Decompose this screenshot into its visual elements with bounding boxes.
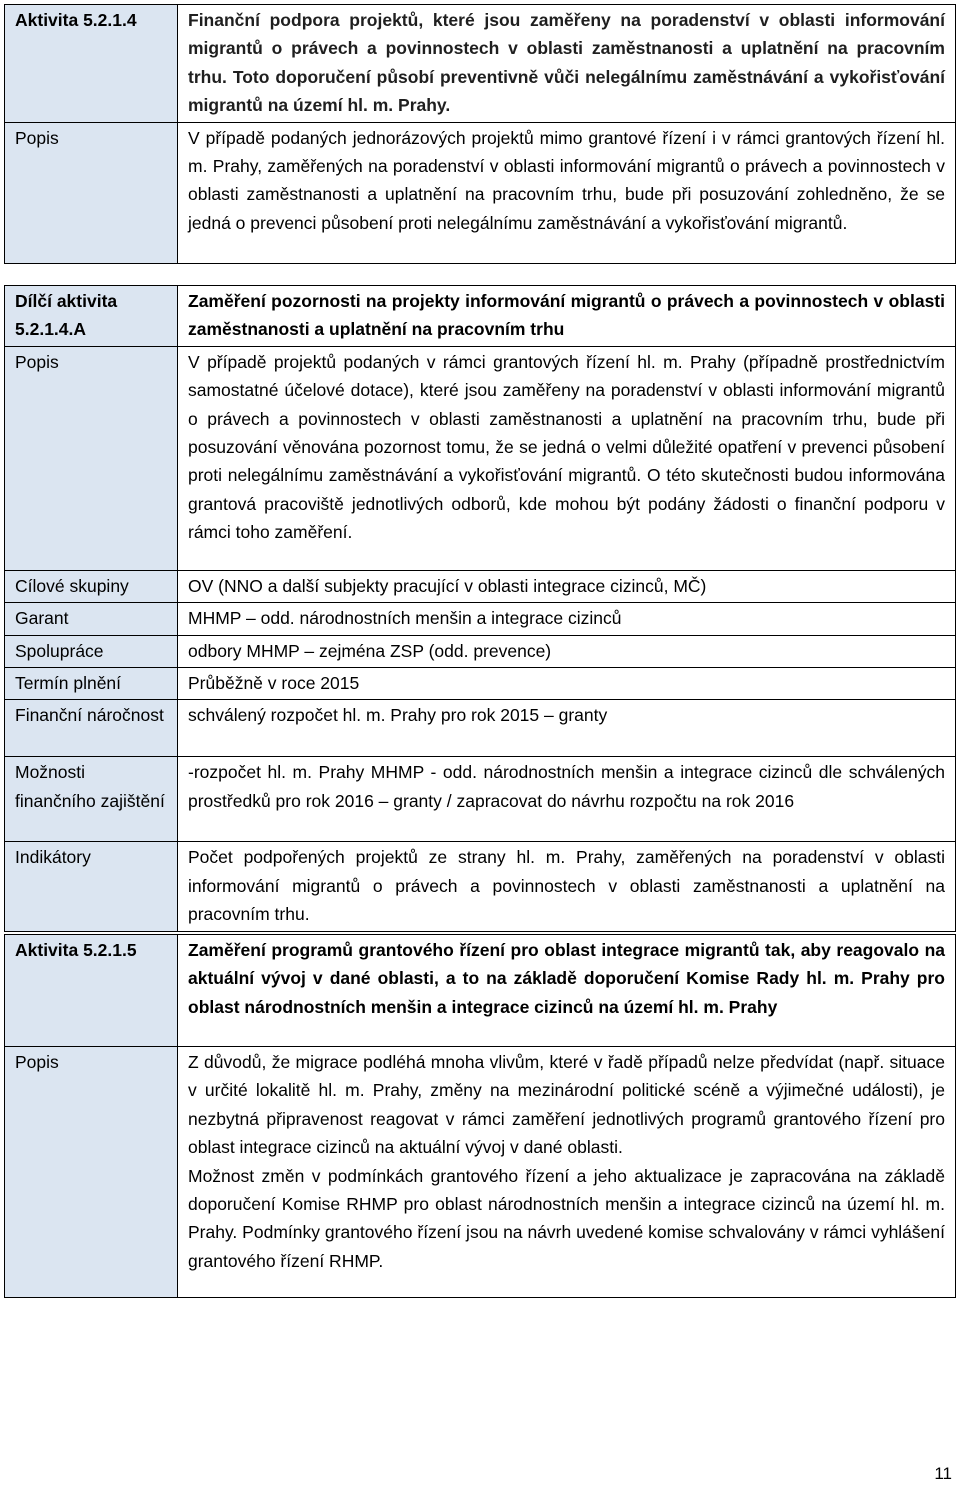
popis-text: V případě projektů podaných v rámci grantových řízení hl. m. Prahy (případně prostřednictvím samostatné účelové dotace), které jsou zaměřeny na poradenství v oblasti informování migrantů o právech a povinnostech v oblasti zaměstnanosti a uplatnění na pracovním trhu, bude při posuzování věnována pozornost tomu, že se jedná o velmi důležité opatření v prevenci působení proti nelegálnímu zaměstnávání a vykořisťování migrantů. O této skutečnosti budou informována grantová pracoviště jednotlivých odborů, kde mohou být podány žádosti o finanční podporu v rámci toho zaměření. <box>178 346 956 570</box>
deadline-row <box>5 668 956 700</box>
page-number: 11 <box>934 1464 952 1483</box>
activity-label: Aktivita 5.2.1.5 <box>5 935 178 1047</box>
target-groups-value: OV (NNO a další subjekty pracující v oblasti integrace cizinců, MČ) <box>178 570 956 602</box>
popis-text <box>178 1047 956 1298</box>
activity-label: Aktivita 5.2.1.4 <box>5 5 178 123</box>
indicators-value: Počet podpořených projektů ze strany hl. m. Prahy, zaměřených na poradenství v oblasti informování migrantů o právech a povinnostech v oblasti zaměstnanosti a uplatnění na pracovním trhu. <box>178 842 956 931</box>
popis-paragraph-1: Z důvodů, že migrace podléhá mnoha vlivům, které v řadě případů nelze předvídat (např. situace v určité lokalitě hl. m. Prahy, změny na mezinárodní politické scéně a výjimečné události), je nezbytná připravenost reagovat v rámci zaměření jednotlivých programů grantového řízení pro oblast integrace cizinců na aktuální vývoj v dané oblasti. <box>188 1052 945 1158</box>
subactivity-text: Zaměření pozornosti na projekty informování migrantů o právech a povinnostech v oblasti zaměstnanosti a uplatnění na pracovním trhu <box>178 286 956 347</box>
guarantor-label: Garant <box>5 603 178 635</box>
indicators-row <box>5 842 956 931</box>
popis-row <box>5 122 956 263</box>
activity-row <box>5 935 956 1047</box>
guarantor-value: MHMP – odd. národnostních menšin a integrace cizinců <box>178 603 956 635</box>
subactivity-5-2-1-4-a-table <box>4 285 956 932</box>
activity-text: Zaměření programů grantového řízení pro oblast integrace migrantů tak, aby reagovalo na aktuální vývoj v dané oblasti, a to na základě doporučení Komise Rady hl. m. Prahy pro oblast národnostních menšin a integrace cizinců na území hl. m. Prahy <box>178 935 956 1047</box>
cooperation-row <box>5 635 956 667</box>
funding-options-value: -rozpočet hl. m. Prahy MHMP - odd. národnostních menšin a integrace cizinců dle schválených prostředků pro rok 2016 – granty / zapracovat do návrhu rozpočtu na rok 2016 <box>178 757 956 842</box>
target-groups-label: Cílové skupiny <box>5 570 178 602</box>
activity-5-2-1-4-table <box>4 4 956 264</box>
guarantor-row <box>5 603 956 635</box>
activity-row <box>5 5 956 123</box>
deadline-label: Termín plnění <box>5 668 178 700</box>
subactivity-row <box>5 286 956 347</box>
popis-label: Popis <box>5 1047 178 1298</box>
popis-label: Popis <box>5 346 178 570</box>
target-groups-row <box>5 570 956 602</box>
popis-row <box>5 346 956 570</box>
popis-paragraph-2: Možnost změn v podmínkách grantového řízení a jeho aktualizace je zapracována na základě doporučení Komise RHMP pro oblast národnostních menšin a integrace cizinců na území hl. m. Prahy. Podmínky grantového řízení jsou na návrh uvedené komise schvalovány v rámci vyhlášení grantového řízení RHMP. <box>188 1165 945 1271</box>
cooperation-value: odbory MHMP – zejména ZSP (odd. prevence) <box>178 635 956 667</box>
popis-label: Popis <box>5 122 178 263</box>
cooperation-label: Spolupráce <box>5 635 178 667</box>
popis-text: V případě podaných jednorázových projektů mimo grantové řízení i v rámci grantových řízení hl. m. Prahy, zaměřených na poradenství v oblasti informování migrantů o právech a povinnostech v oblasti zaměstnanosti a uplatnění na pracovním trhu, bude při posuzování zohledněno, že se jedná o prevenci působení proti nelegálnímu zaměstnávání a vykořisťování migrantů. <box>178 122 956 263</box>
indicators-label: Indikátory <box>5 842 178 931</box>
financial-demand-value: schválený rozpočet hl. m. Prahy pro rok 2015 – granty <box>178 700 956 757</box>
financial-demand-row <box>5 700 956 757</box>
funding-options-label: Možnosti finančního zajištění <box>5 757 178 842</box>
activity-5-2-1-5-table <box>4 934 956 1298</box>
subactivity-label: Dílčí aktivita 5.2.1.4.A <box>5 286 178 347</box>
activity-text: Finanční podpora projektů, které jsou zaměřeny na poradenství v oblasti informování migrantů o právech a povinnostech v oblasti zaměstnanosti a uplatnění na pracovním trhu. Toto doporučení působí preventivně vůči nelegálnímu zaměstnávání a vykořisťování migrantů na území hl. m. Prahy. <box>178 5 956 123</box>
deadline-value: Průběžně v roce 2015 <box>178 668 956 700</box>
popis-row <box>5 1047 956 1298</box>
funding-options-row <box>5 757 956 842</box>
financial-demand-label: Finanční náročnost <box>5 700 178 757</box>
